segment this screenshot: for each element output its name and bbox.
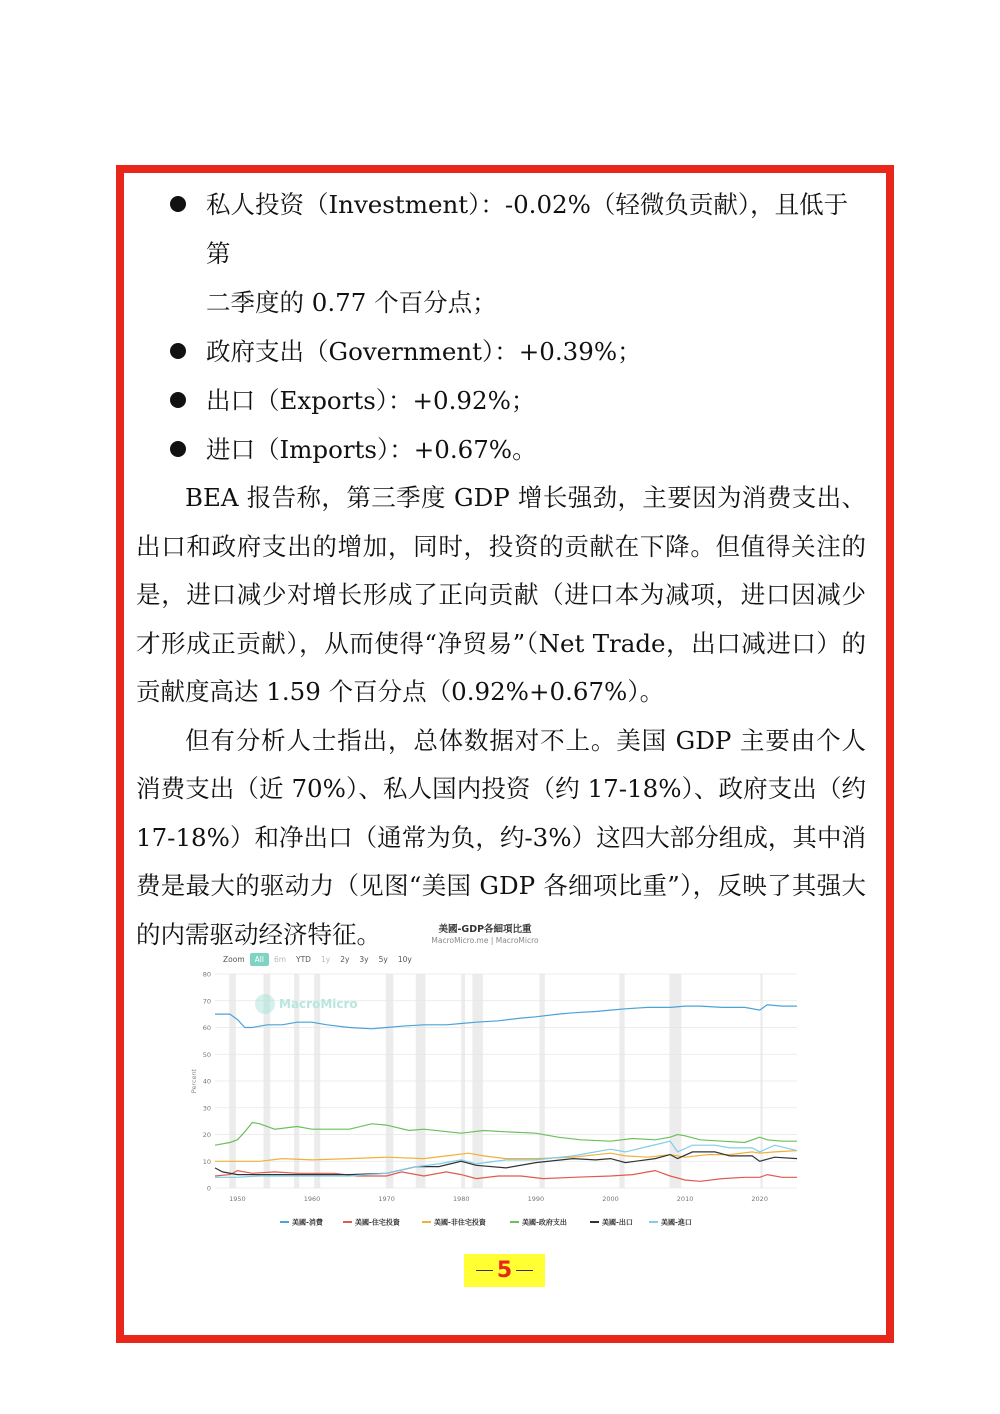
x-tick-label: 1990	[527, 1195, 545, 1203]
bullet-dot-icon	[170, 196, 186, 212]
paragraph: 但有分析人士指出，总体数据对不上。美国 GDP 主要由个人消费支出（近 70%）、私人国内投资（约 17-18%）、政府支出（约 17-18%）和净出口（通常为负，约-3%）这四大部分组成，其中消费是最大的驱动力（见图“美国 GDP 各细项比重”），反映了其强大的内需驱动经济特征。	[136, 725, 866, 949]
y-tick-label: 0	[206, 1184, 211, 1193]
zoom-option-ytd[interactable]: YTD	[296, 955, 311, 964]
legend-label: 美國-消費	[292, 1218, 323, 1227]
dash-right	[516, 1270, 533, 1271]
bullet-dot-icon	[170, 343, 186, 359]
x-tick-label: 1970	[378, 1195, 395, 1203]
gdp-composition-chart	[185, 918, 805, 1238]
y-tick-label: 70	[202, 997, 211, 1006]
x-tick-label: 1950	[229, 1195, 246, 1203]
zoom-option-1y[interactable]: 1y	[320, 955, 331, 964]
watermark-logo-icon	[255, 994, 275, 1014]
y-axis-label: Percent	[190, 1068, 198, 1094]
paragraph: BEA 报告称，第三季度 GDP 增长强劲，主要因为消费支出、出口和政府支出的增加，同时，投资的贡献在下降。但值得关注的是，进口减少对增长形成了正向贡献（进口本为减项，进口因减少才形成正贡献），从而使得“净贸易”（Net Trade，出口减进口）的贡献度高达 1.59 个百分点（0.92%+0.67%）。	[136, 483, 866, 706]
legend-label: 美國-進口	[661, 1218, 692, 1227]
chart-title: 美國-GDP各細項比重	[438, 924, 532, 935]
y-tick-label: 40	[202, 1077, 211, 1086]
chart-canvas	[185, 918, 805, 1238]
zoom-option-3y[interactable]: 3y	[359, 955, 369, 964]
series-line	[215, 1123, 797, 1146]
watermark-text: MacroMicro	[279, 997, 358, 1011]
legend-label: 美國-非住宅投資	[434, 1218, 486, 1227]
y-tick-label: 30	[202, 1104, 211, 1113]
y-tick-label: 50	[202, 1050, 211, 1059]
dash-left	[476, 1270, 493, 1271]
y-tick-label: 10	[202, 1157, 211, 1166]
series-line	[215, 1152, 797, 1175]
chart-subtitle: MacroMicro.me | MacroMicro	[431, 936, 539, 945]
bullet-text: 进口（Imports）：+0.67%。	[206, 435, 537, 464]
zoom-option-5y[interactable]: 5y	[378, 955, 388, 964]
bullet-text: 二季度的 0.77 个百分点；	[206, 288, 497, 317]
bullet-item	[136, 327, 866, 376]
x-tick-label: 2020	[751, 1195, 768, 1203]
zoom-option-all[interactable]: All	[250, 953, 269, 966]
bullet-dot-icon	[170, 392, 186, 408]
x-tick-label: 2010	[676, 1195, 694, 1203]
zoom-option-10y[interactable]: 10y	[397, 955, 412, 964]
bullet-text: 政府支出（Government）：+0.39%；	[206, 337, 642, 366]
bullet-dot-icon	[170, 441, 186, 457]
zoom-option-2y[interactable]: 2y	[340, 955, 350, 964]
y-tick-label: 80	[202, 970, 211, 979]
legend-label: 美國-政府支出	[522, 1218, 567, 1227]
legend-label: 美國-出口	[602, 1218, 633, 1227]
bullet-item	[136, 376, 866, 425]
legend-label: 美國-住宅投資	[355, 1218, 400, 1227]
document-body	[136, 180, 866, 959]
bullet-item	[136, 425, 866, 474]
zoom-label: Zoom	[223, 955, 245, 964]
zoom-option-6m[interactable]: 6m	[273, 955, 287, 964]
x-tick-label: 2000	[602, 1195, 619, 1203]
bullet-text: 私人投资（Investment）：-0.02%（轻微负贡献），且低于第	[206, 190, 849, 268]
y-tick-label: 20	[202, 1131, 211, 1139]
bullet-item	[136, 180, 866, 327]
y-tick-label: 60	[202, 1024, 211, 1032]
x-tick-label: 1960	[303, 1195, 321, 1203]
bullet-text: 出口（Exports）：+0.92%；	[206, 386, 536, 415]
x-tick-label: 1980	[452, 1195, 470, 1203]
page-number: 5	[496, 1258, 513, 1283]
page-number-badge	[464, 1254, 545, 1287]
